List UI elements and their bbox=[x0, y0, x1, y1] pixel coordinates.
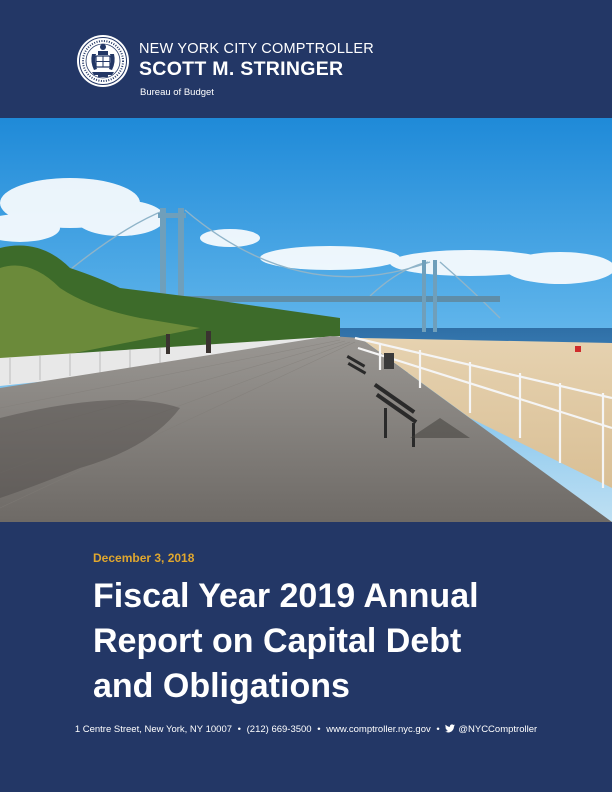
footer-separator: • bbox=[237, 724, 241, 735]
footer-address: 1 Centre Street, New York, NY 10007 bbox=[74, 724, 233, 735]
footer-website: www.comptroller.nyc.gov bbox=[326, 724, 431, 735]
footer-separator: • bbox=[436, 724, 440, 735]
cover-photo-boardwalk-bridge bbox=[0, 118, 612, 522]
bureau-name: Bureau of Budget bbox=[140, 87, 214, 98]
report-title-line: Fiscal Year 2019 Annual bbox=[93, 577, 479, 615]
contact-footer bbox=[0, 724, 612, 735]
comptroller-name: SCOTT M. STRINGER bbox=[139, 58, 344, 80]
report-title-line: Report on Capital Debt bbox=[93, 622, 462, 660]
comptroller-office-title: NEW YORK CITY COMPTROLLER bbox=[139, 41, 374, 57]
report-title-line: and Obligations bbox=[93, 667, 350, 705]
city-seal-logo bbox=[76, 34, 130, 88]
report-date: December 3, 2018 bbox=[93, 551, 195, 565]
twitter-icon bbox=[445, 724, 455, 733]
cover-header bbox=[0, 0, 612, 118]
report-title bbox=[93, 574, 593, 709]
footer-twitter-handle: @NYCComptroller bbox=[458, 724, 538, 735]
footer-separator: • bbox=[317, 724, 321, 735]
footer-phone: (212) 669-3500 bbox=[246, 724, 312, 735]
